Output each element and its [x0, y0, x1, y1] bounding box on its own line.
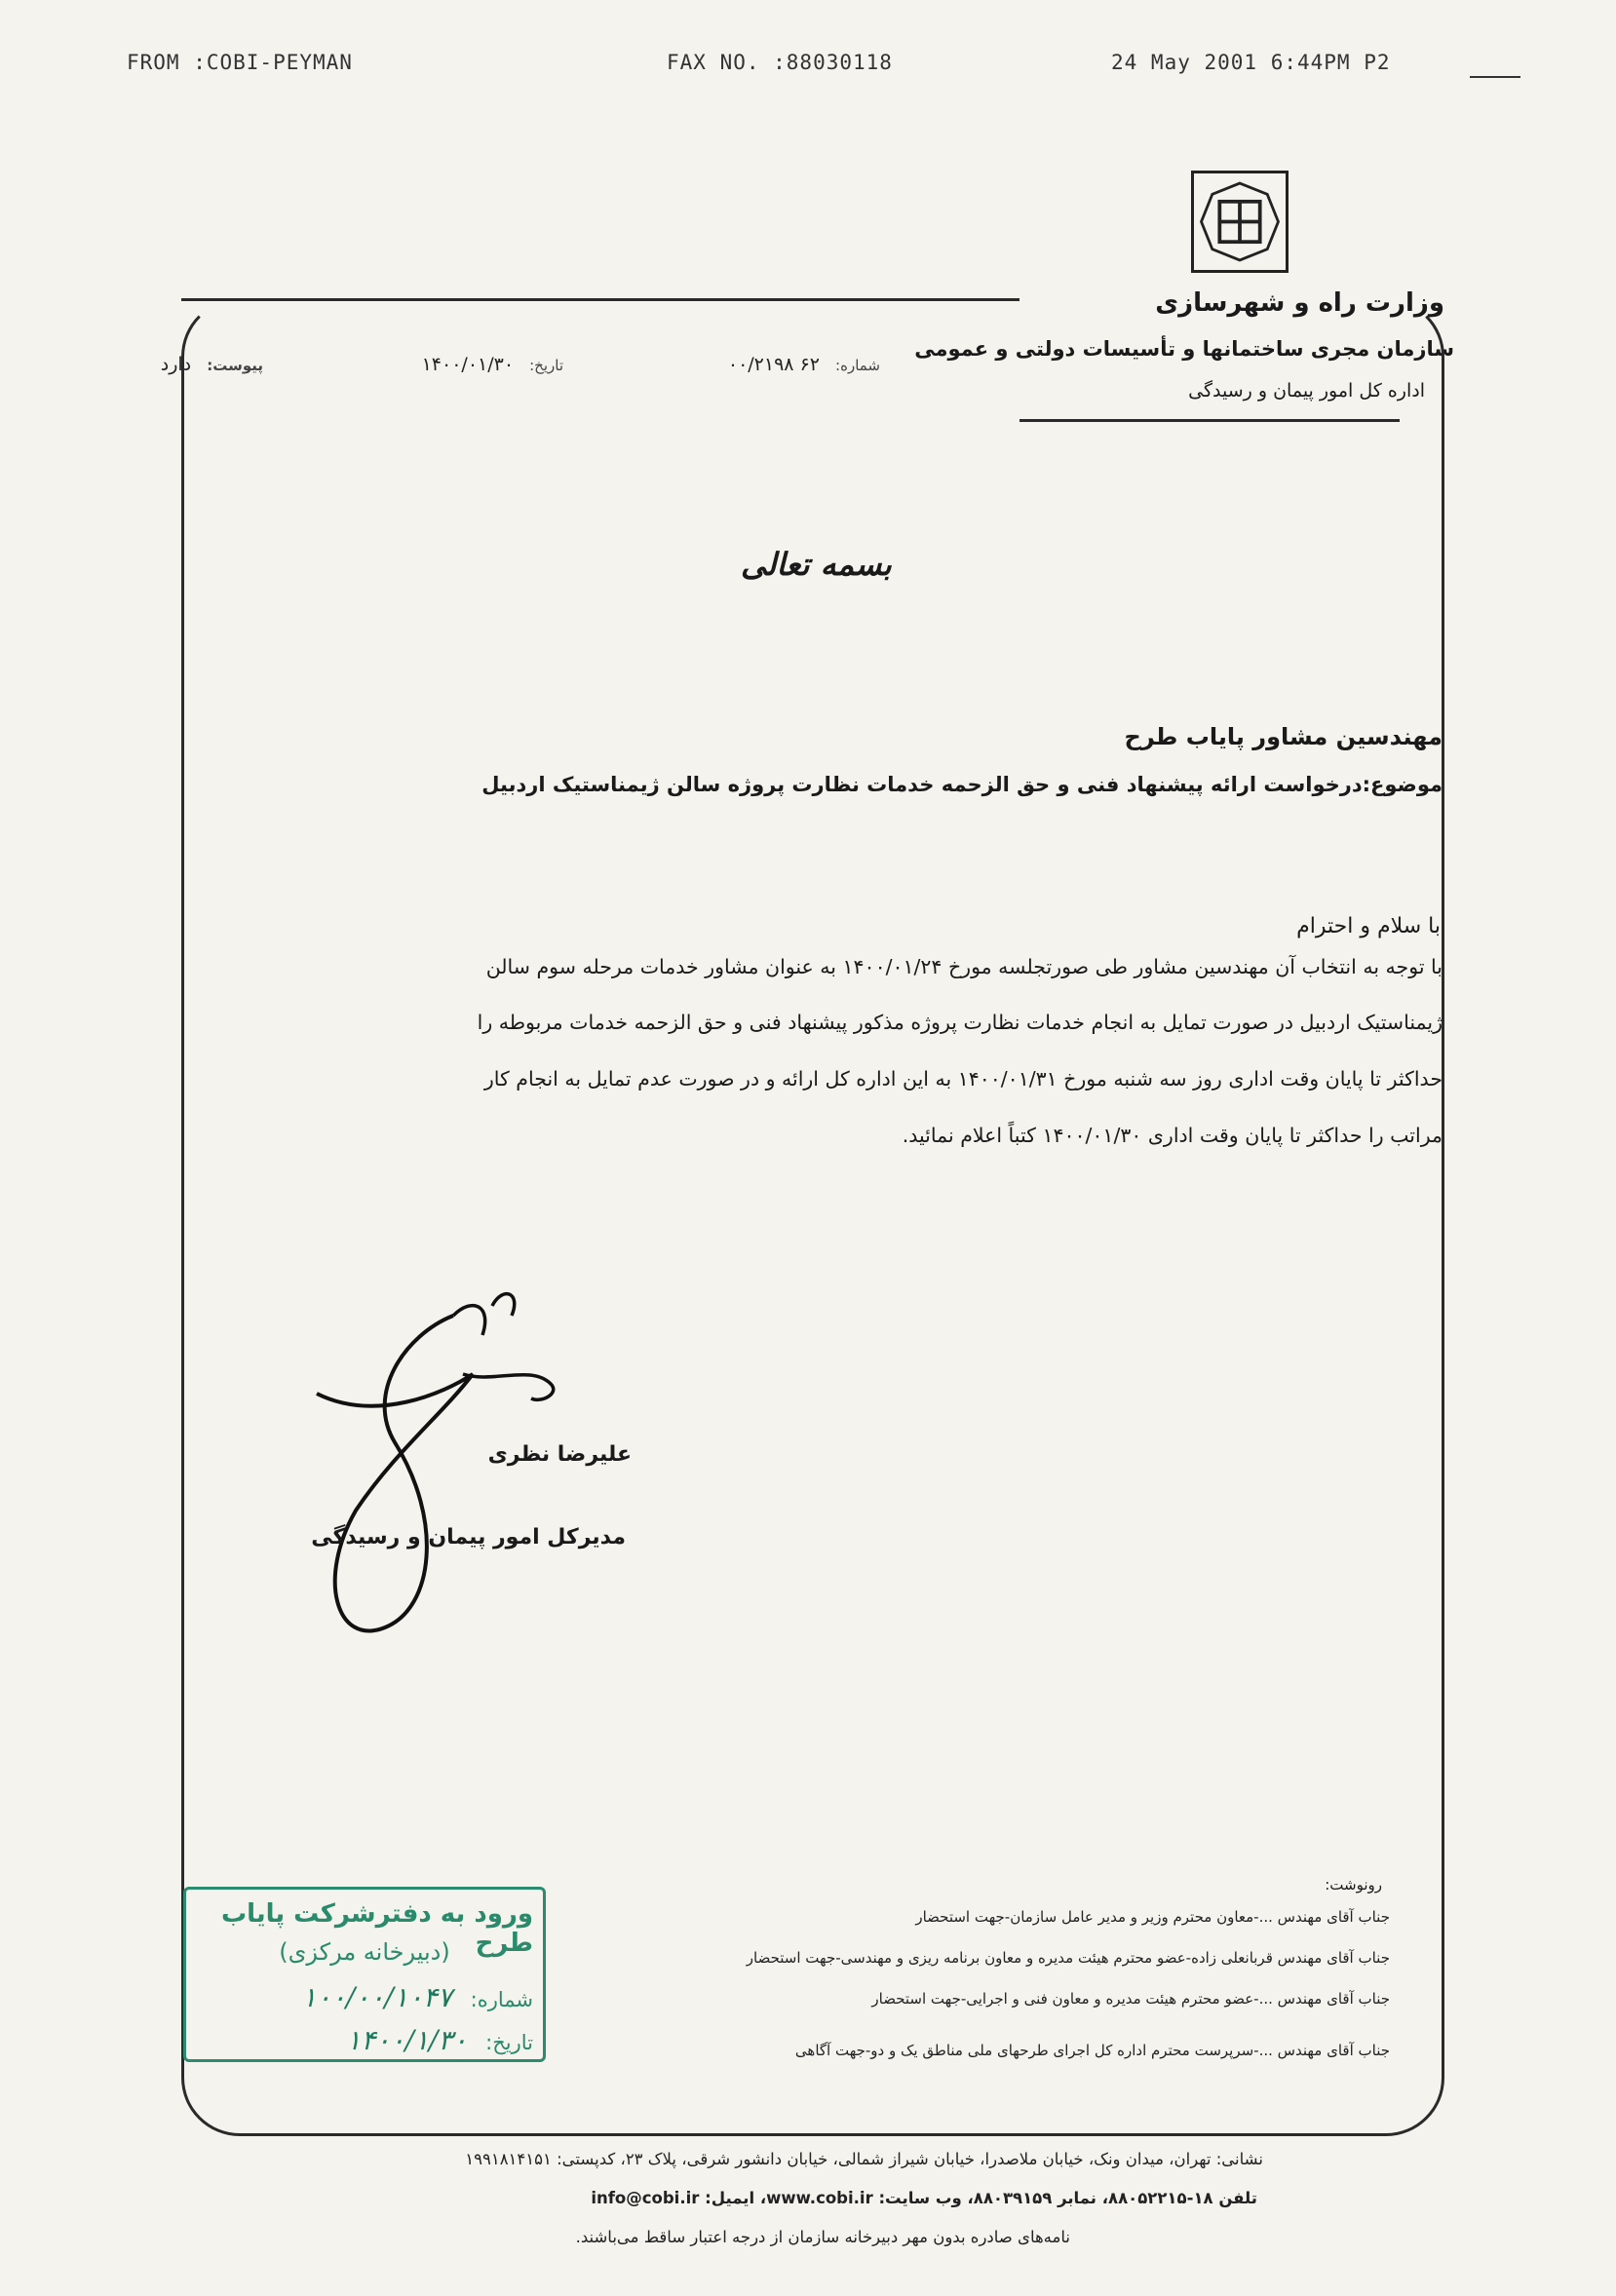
fax-datetime: 24 May 2001 6:44PM P2 — [1111, 51, 1391, 74]
body-line: ژیمناستیک اردبیل در صورت تمایل به انجام خدمات نظارت پروژه مذکور پیشنهاد فنی و حق الزحمه خدمات مربوطه را — [477, 1011, 1443, 1034]
cc-line: جناب آقای مهندس ...-سرپرست محترم اداره کل اجرای طرحهای ملی مناطق یک و دو-جهت آگاهی — [794, 2042, 1390, 2059]
frame-top-line — [181, 298, 1020, 301]
frame-top-line-right — [1020, 419, 1400, 422]
signatory-name: علیرضا نظری — [487, 1442, 632, 1467]
cc-heading: رونوشت: — [1325, 1876, 1382, 1894]
footer-address: نشانی: تهران، میدان ونک، خیابان ملاصدرا، خیابان شیراز شمالی، خیابان دانشور شرقی، پلاک ۲۳، کدپستی: ۱۹۹۱۸۱۴۱۵۱ — [465, 2150, 1263, 2168]
footer-note: نامه‌های صادره بدون مهر دبیرخانه سازمان از درجه اعتبار ساقط می‌باشند. — [575, 2228, 1070, 2246]
bismillah: بسمه تعالی — [741, 546, 892, 583]
ministry-name: وزارت راه و شهرسازی — [1155, 288, 1444, 318]
fax-underline — [1470, 76, 1520, 78]
stamp-number — [302, 1981, 533, 2013]
stamp-date-value: ۱۴۰۰/۱/۳۰ — [346, 2024, 468, 2056]
signature-drawing — [297, 1277, 609, 1666]
cc-line: جناب آقای مهندس قربانعلی زاده-عضو محترم هیئت مدیره و معاون برنامه ریزی و مهندسی-جهت استحضار — [746, 1949, 1390, 1967]
greeting: با سلام و احترام — [1296, 914, 1441, 938]
stamp-date-label: تاریخ: — [485, 2031, 533, 2054]
stamp-number-label: شماره: — [470, 1988, 533, 2011]
body-line: با توجه به انتخاب آن مهندسین مشاور طی صورتجلسه مورخ ۱۴۰۰/۰۱/۲۴ به عنوان مشاور خدمات مرحله سوم سالن — [485, 955, 1443, 978]
cc-line: جناب آقای مهندس ...-عضو محترم هیئت مدیره و معاون فنی و اجرایی-جهت استحضار — [871, 1990, 1390, 2008]
stamp-subtitle: (دبیرخانه مرکزی) — [279, 1938, 450, 1966]
ministry-logo-icon — [1191, 171, 1289, 273]
number-label: شماره: — [835, 357, 880, 374]
department-name: اداره کل امور پیمان و رسیدگی — [1188, 380, 1425, 402]
date-value: ۱۴۰۰/۰۱/۳۰ — [421, 354, 515, 375]
footer-contact: تلفن ۱۸-۸۸۰۵۲۲۱۵، نمابر ۸۸۰۳۹۱۵۹، وب سایت: www.cobi.ir، ایمیل: info@cobi.ir — [591, 2189, 1257, 2207]
subject-line: موضوع:درخواست ارائه پیشنهاد فنی و حق الزحمه خدمات نظارت پروژه سالن ژیمناستیک اردبیل — [481, 773, 1443, 796]
body-line: حداکثر تا پایان وقت اداری روز سه شنبه مورخ ۱۴۰۰/۰۱/۳۱ به این اداره کل ارائه و در صورت عدم تمایل به انجام کار — [483, 1067, 1443, 1091]
fax-from: FROM :COBI-PEYMAN — [127, 51, 353, 74]
fax-number: FAX NO. :88030118 — [667, 51, 893, 74]
stamp-date — [346, 2024, 533, 2056]
stamp-title: ورود به دفترشرکت پایاب طرح — [220, 1899, 533, 1958]
attachment-label: پیوست: — [207, 357, 263, 374]
cc-line: جناب آقای مهندس ...-معاون محترم وزیر و مدیر عامل سازمان-جهت استحضار — [915, 1908, 1390, 1926]
receipt-stamp — [183, 1887, 546, 2062]
attachment-value: دارد — [160, 354, 192, 375]
number-value: ۶۲ ۰۰/۲۱۹۸ — [727, 354, 820, 375]
date-label: تاریخ: — [529, 357, 563, 374]
organization-name: سازمان مجری ساختمانها و تأسیسات دولتی و عمومی — [914, 337, 1454, 361]
body-line: مراتب را حداکثر تا پایان وقت اداری ۱۴۰۰/۰۱/۳۰ کتباً اعلام نمائید. — [902, 1124, 1443, 1147]
stamp-number-value: ۱۰۰/۰۰/۱۰۴۷ — [301, 1981, 452, 2013]
addressee: مهندسین مشاور پایاب طرح — [1124, 723, 1443, 750]
signatory-title: مدیرکل امور پیمان و رسیدگی — [311, 1525, 626, 1550]
